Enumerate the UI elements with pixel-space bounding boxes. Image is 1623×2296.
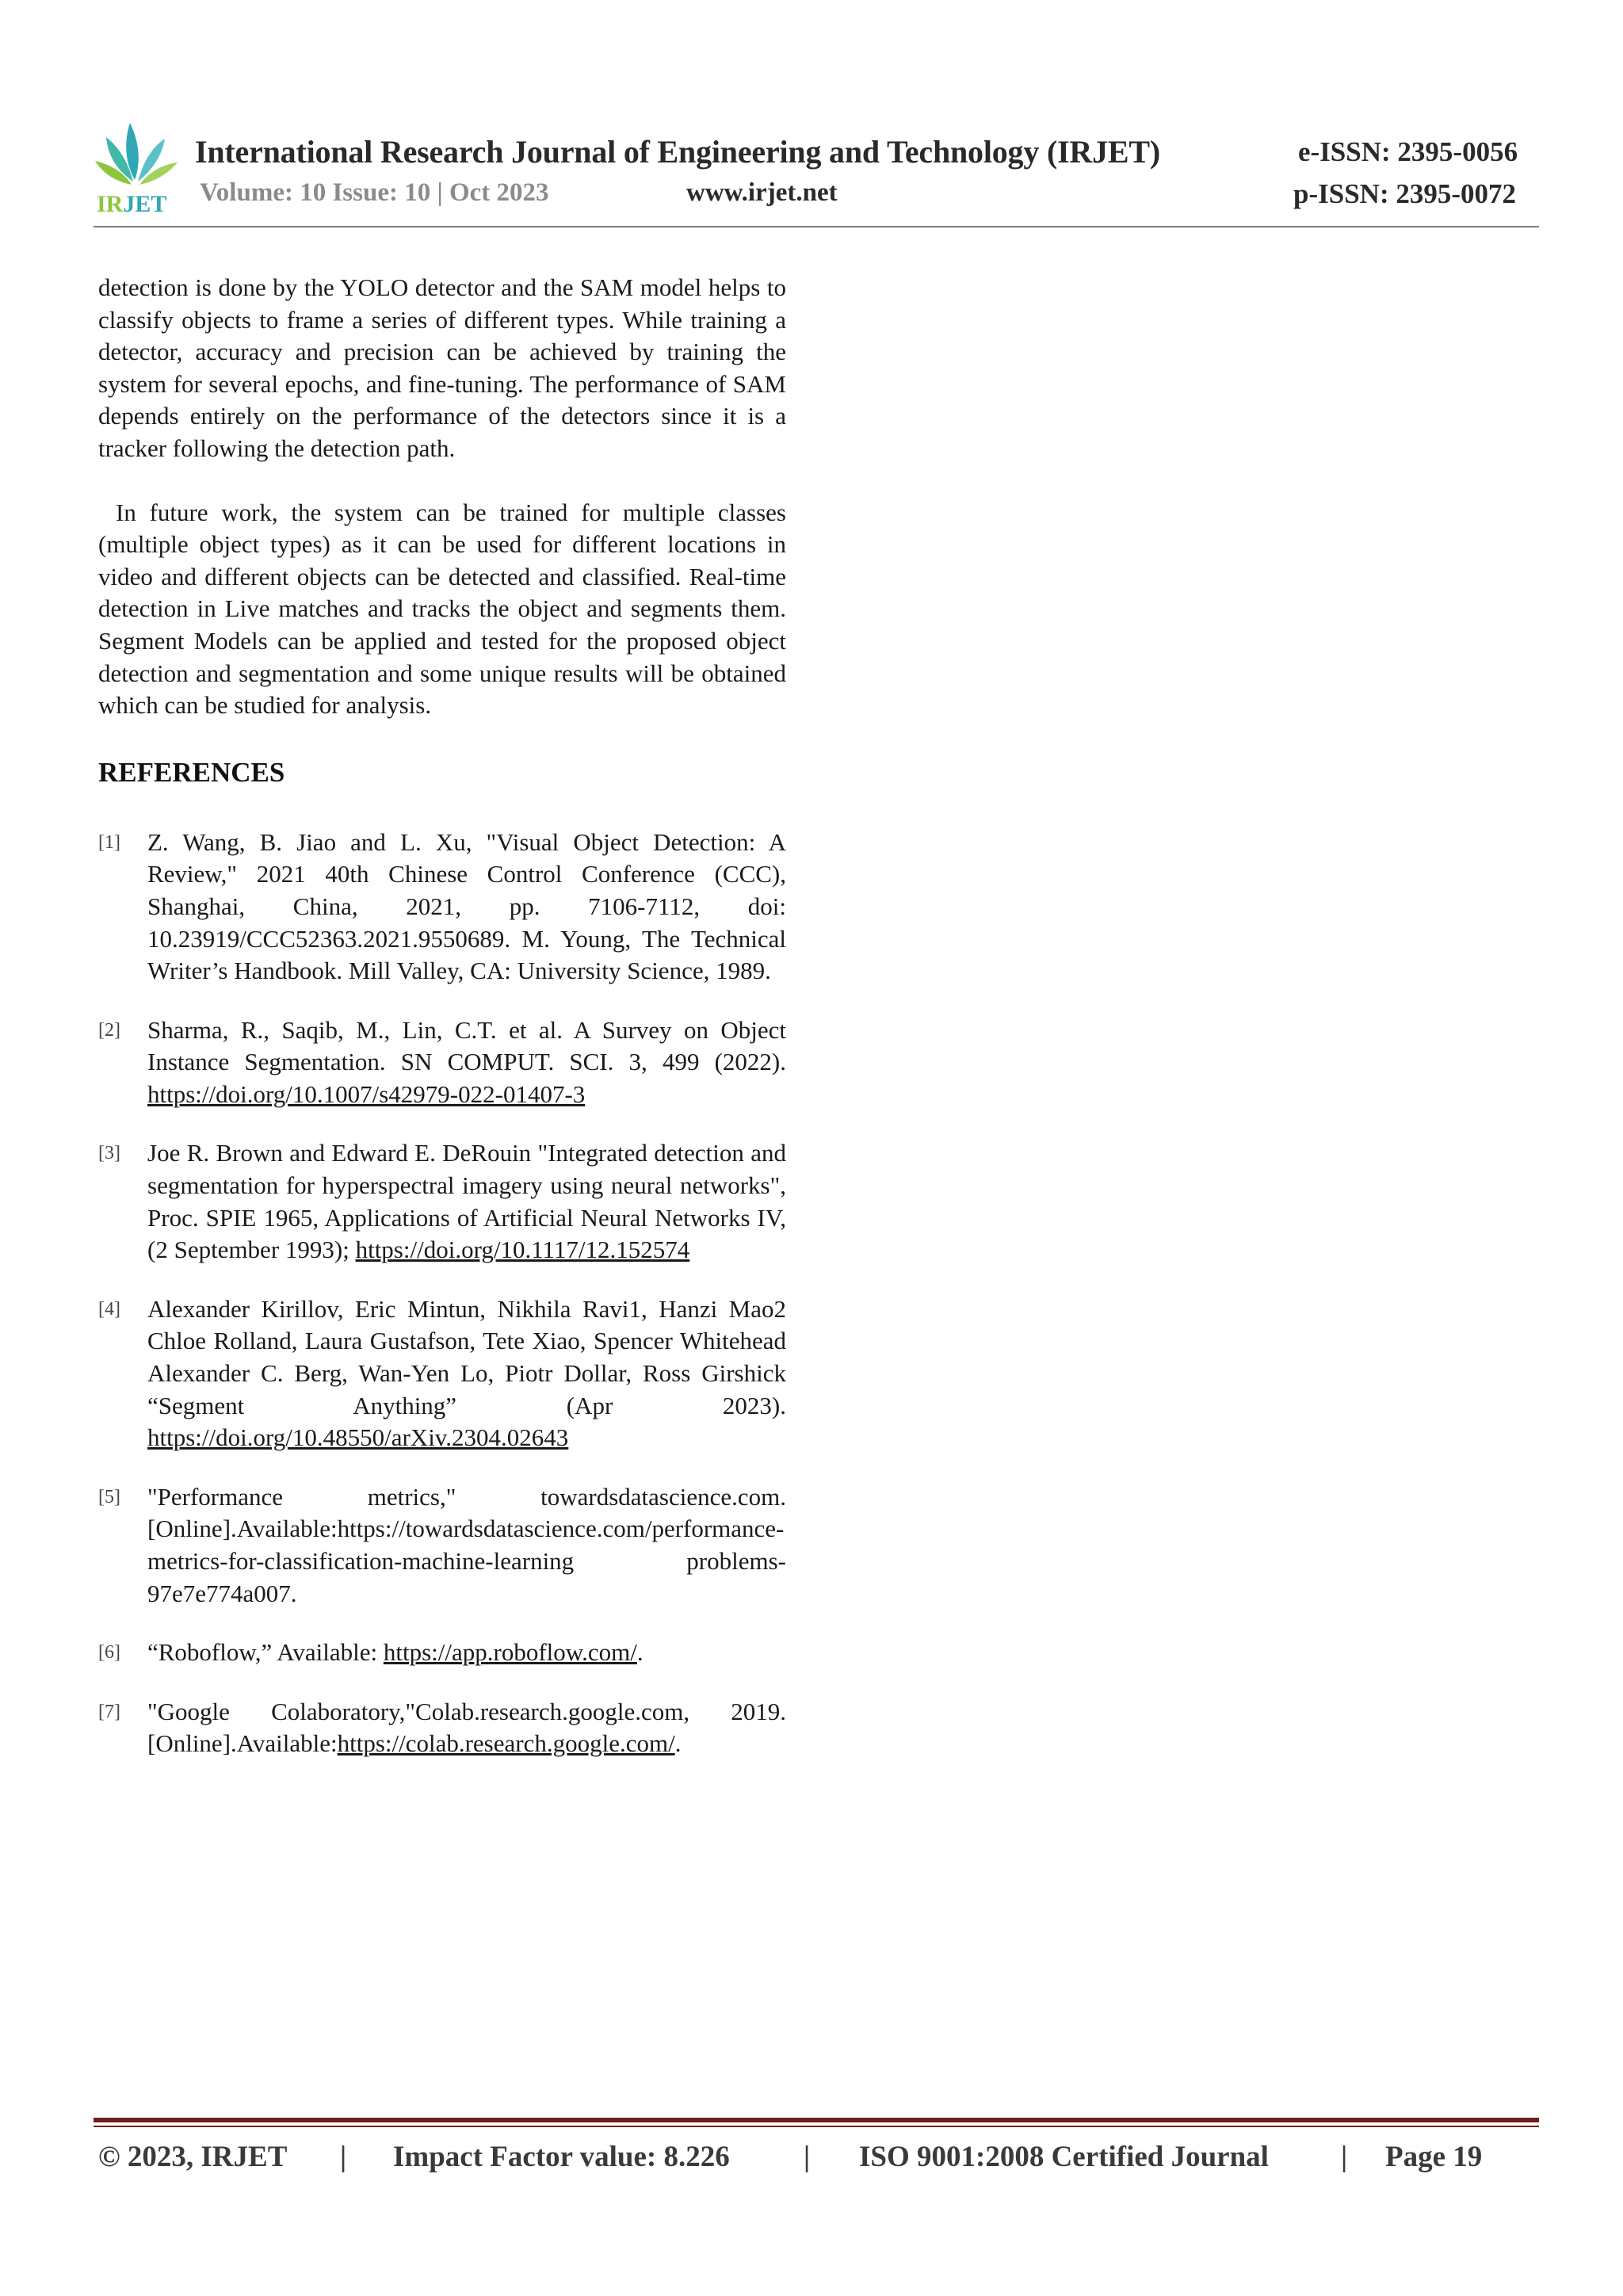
reference-list — [98, 827, 786, 1760]
reference-number: [6] — [98, 1642, 120, 1664]
reference-number: [5] — [98, 1486, 120, 1507]
p-issn: p-ISSN: 2395-0072 — [1293, 178, 1517, 209]
reference-item — [98, 1014, 786, 1111]
reference-text: Sharma, R., Saqib, M., Lin, C.T. et al. A Survey on Object Instance Segmentation. SN COMPUT. SCI. 3, 499 (2022). https://doi.org/10.1007/s42979-022-01407-3 — [147, 1015, 786, 1108]
footer-page-number: Page 19 — [1385, 2141, 1483, 2173]
references-heading: REFERENCES — [98, 756, 285, 788]
reference-link[interactable]: https://colab.research.google.com/ — [337, 1729, 675, 1758]
body-paragraph: In future work, the system can be trained for multiple classes (multiple object types) as it can be used for different locations in video and different objects can be detected and classified. Real-time detection in Live matches and tracks the object and segments them. Segment Models can be applied and tested for the proposed object detection and segmentation and some unique results will be obtained which can be studied for analysis. — [98, 498, 786, 720]
footer-separator: | — [1341, 2141, 1348, 2173]
reference-number: [1] — [98, 831, 120, 853]
irjet-logo — [94, 115, 181, 218]
footer-rule-thin — [94, 2126, 1539, 2127]
reference-text: “Roboflow,” Available: https://app.roboflow.com/. — [147, 1638, 643, 1667]
footer-separator: | — [340, 2141, 347, 2173]
reference-link[interactable]: https://doi.org/10.48550/arXiv.2304.02643 — [147, 1423, 569, 1452]
logo-leaf-icon — [94, 115, 181, 218]
reference-link[interactable]: https://app.roboflow.com/ — [383, 1638, 637, 1667]
footer-separator: | — [804, 2141, 811, 2173]
body-paragraph: detection is done by the YOLO detector and the SAM model helps to classify objects to frame a series of different types. While training a detector, accuracy and precision can be achieved by training the system for several epochs, and fine-tuning. The performance of SAM depends entirely on the performance of the detectors since it is a tracker following the detection path. — [98, 273, 786, 462]
reference-text: "Performance metrics," towardsdatascience.com. [Online].Available:https://towardsdatascience.com/performance-metrics-for-classification-machine-learning problems-97e7e774a007. — [147, 1482, 786, 1607]
reference-text: Z. Wang, B. Jiao and L. Xu, "Visual Object Detection: A Review," 2021 40th Chinese Control Conference (CCC), Shanghai, China, 2021, pp. 7106-7112, doi: 10.23919/CCC52363.2021.9550689. M. Young, The Technical Writer’s Handbook. Mill Valley, CA: University Science, 1989. — [147, 827, 786, 985]
e-issn: e-ISSN: 2395-0056 — [1298, 136, 1518, 167]
footer-copyright: © 2023, IRJET — [98, 2141, 288, 2173]
reference-text: Joe R. Brown and Edward E. DeRouin "Integrated detection and segmentation for hyperspectral imagery using neural networks", Proc. SPIE 1965, Applications of Artificial Neural Networks IV, (2 September 1993); https://doi.org/10.1117/12.152574 — [147, 1139, 786, 1264]
reference-link[interactable]: https://doi.org/10.1117/12.152574 — [355, 1236, 690, 1264]
header-rule — [94, 226, 1539, 227]
reference-number: [2] — [98, 1019, 120, 1041]
journal-website: www.irjet.net — [686, 178, 838, 207]
reference-item — [98, 1696, 786, 1760]
reference-item — [98, 827, 786, 988]
svg-text:IRJET: IRJET — [97, 191, 167, 217]
reference-item — [98, 1481, 786, 1610]
footer-iso: ISO 9001:2008 Certified Journal — [859, 2141, 1269, 2173]
reference-link[interactable]: https://doi.org/10.1007/s42979-022-01407-3 — [147, 1079, 586, 1108]
footer-impact-factor: Impact Factor value: 8.226 — [393, 2141, 730, 2173]
footer-rule — [94, 2118, 1539, 2122]
reference-text: Alexander Kirillov, Eric Mintun, Nikhila Ravi1, Hanzi Mao2 Chloe Rolland, Laura Gustafson, Tete Xiao, Spencer Whitehead Alexander C. Berg, Wan-Yen Lo, Piotr Dollar, Ross Girshick “Segment Anything” (Apr 2023). https://doi.org/10.48550/arXiv.2304.02643 — [147, 1294, 786, 1452]
left-column — [98, 272, 786, 1787]
reference-item — [98, 1293, 786, 1454]
reference-number: [3] — [98, 1143, 120, 1164]
reference-number: [7] — [98, 1701, 120, 1722]
volume-issue: Volume: 10 Issue: 10 | Oct 2023 — [200, 178, 549, 207]
reference-item — [98, 1137, 786, 1266]
reference-text: "Google Colaboratory,"Colab.research.google.com, 2019.[Online].Available:https://colab.research.google.com/. — [147, 1697, 786, 1758]
journal-title: International Research Journal of Engineering and Technology (IRJET) — [195, 134, 1161, 170]
reference-number: [4] — [98, 1298, 120, 1320]
reference-item — [98, 1637, 786, 1669]
